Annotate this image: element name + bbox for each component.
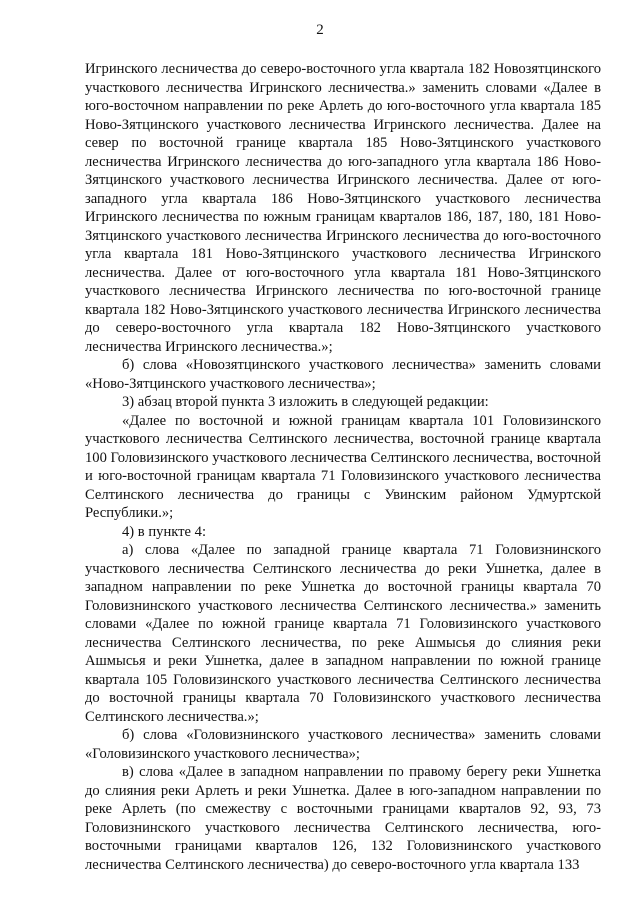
page-number: 2: [316, 22, 324, 38]
document-body: [85, 60, 601, 874]
paragraph: б) слова «Новозятцинского участкового лесничества» заменить словами «Ново-Зятцинского участкового лесничества»;: [85, 357, 601, 392]
paragraph: б) слова «Головизнинского участкового лесничества» заменить словами «Головизинского участкового лесничества»;: [85, 727, 601, 762]
paragraph: «Далее по восточной и южной границам квартала 101 Головизинского участкового лесничества Селтинского лесничества, восточной границе квартала 100 Головизинского участкового лесничества Селтинского лесничества, восточной и юго-восточной границам квартала 71 Головизинского участкового лесничества Селтинского лесничества до границы с Увинским районом Удмуртской Республики.»;: [85, 412, 601, 521]
paragraph: 4) в пункте 4:: [122, 523, 207, 540]
paragraph: в) слова «Далее в западном направлении по правому берегу реки Ушнетка до слияния реки Арлеть и реки Ушнетка. Далее в юго-западном направлении по реке Арлеть (по смежеству с восточными границами кварталов 92, 93, 73 Головизнинского участкового лесничества Селтинского лесничества, юго-восточными границами кварталов 126, 132 Головизнинского участкового лесничества Селтинского лесничества) до северо-восточного угла квартала 133: [85, 764, 601, 873]
paragraph: 3) абзац второй пункта 3 изложить в следующей редакции:: [122, 394, 489, 410]
paragraph: Игринского лесничества до северо-восточного угла квартала 182 Новозятцинского участкового лесничества Игринского лесничества.» заменить словами «Далее в юго-восточном направлении по реке Арлеть до юго-восточного угла квартала 185 Ново-Зятцинского участкового лесничества Игринского лесничества. Далее на север по восточной границе квартала 185 Ново-Зятцинского участкового лесничества Игринского лесничества до юго-западного угла квартала 186 Ново-Зятцинского участкового лесничества Игринского лесничества. Далее от юго-западного угла квартала 186 Ново-Зятцинского участкового лесничества Игринского лесничества по южным границам кварталов 186, 187, 180, 181 Ново-Зятцинского участкового лесничества Игринского лесничества до юго-восточного угла квартала 181 Ново-Зятцинского участкового лесничества Игринского лесничества. Далее от юго-восточного угла квартала 181 Ново-Зятцинского участкового лесничества Игринского лесничества по юго-восточной границе квартала 182 Ново-Зятцинского участкового лесничества Игринского лесничества до северо-восточного угла квартала 182 Ново-Зятцинского участкового лесничества Игринского лесничества.»;: [85, 61, 601, 355]
paragraph: а) слова «Далее по западной границе квартала 71 Головизнинского участкового лесничества Селтинского лесничества до реки Ушнетка, далее в западном направлении по реке Ушнетка до восточной границы квартала 70 Головизнинского участкового лесничества Селтинского лесничества.» заменить словами «Далее по южной границе квартала 71 Головизинского участкового лесничества Селтинского лесничества, по реке Ашмысья до слияния реки Ашмысья и реки Ушнетка, далее в западном направлении по южной границе квартала 105 Головизинского участкового лесничества Селтинского лесничества до восточной границы квартала 70 Головизинского участкового лесничества Селтинского лесничества.»;: [85, 542, 601, 725]
